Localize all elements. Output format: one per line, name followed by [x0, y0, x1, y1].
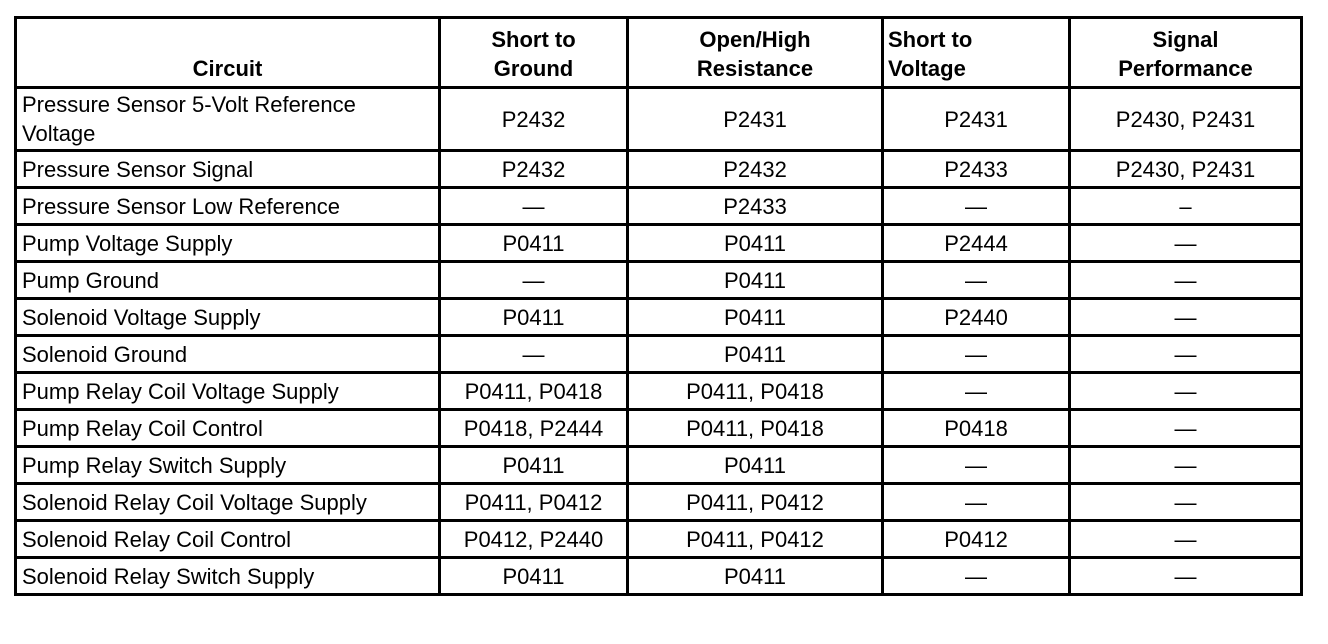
cell-short-to-voltage: —	[883, 558, 1070, 595]
cell-short-to-ground: P0418, P2444	[440, 410, 628, 447]
table-row	[16, 521, 1302, 558]
cell-circuit: Pump Relay Coil Control	[16, 410, 440, 447]
cell-signal-performance: P2430, P2431	[1070, 151, 1302, 188]
cell-short-to-voltage: —	[883, 336, 1070, 373]
cell-short-to-ground: —	[440, 188, 628, 225]
cell-signal-performance: —	[1070, 336, 1302, 373]
cell-signal-performance: —	[1070, 373, 1302, 410]
cell-short-to-ground: —	[440, 336, 628, 373]
cell-circuit: Solenoid Relay Coil Voltage Supply	[16, 484, 440, 521]
table-row	[16, 558, 1302, 595]
cell-short-to-ground: P0411	[440, 558, 628, 595]
cell-circuit: Pump Relay Switch Supply	[16, 447, 440, 484]
cell-short-to-ground: —	[440, 262, 628, 299]
cell-short-to-voltage: P2431	[883, 88, 1070, 151]
cell-circuit: Solenoid Relay Switch Supply	[16, 558, 440, 595]
cell-short-to-voltage: P2444	[883, 225, 1070, 262]
table-row	[16, 336, 1302, 373]
cell-short-to-voltage: —	[883, 447, 1070, 484]
table-body	[16, 88, 1302, 595]
cell-signal-performance: —	[1070, 225, 1302, 262]
table-row	[16, 410, 1302, 447]
cell-short-to-ground: P0411	[440, 299, 628, 336]
cell-short-to-ground: P0411	[440, 447, 628, 484]
cell-short-to-voltage: —	[883, 484, 1070, 521]
cell-signal-performance: —	[1070, 410, 1302, 447]
header-short-to-ground: Short to Ground	[440, 18, 628, 88]
cell-open-high-resistance: P0411	[628, 262, 883, 299]
header-circuit: Circuit	[16, 18, 440, 88]
cell-signal-performance: —	[1070, 299, 1302, 336]
cell-circuit: Pressure Sensor Low Reference	[16, 188, 440, 225]
cell-circuit: Pump Voltage Supply	[16, 225, 440, 262]
circuit-dtc-table	[14, 16, 1303, 596]
cell-signal-performance: —	[1070, 447, 1302, 484]
table-row	[16, 225, 1302, 262]
cell-signal-performance: P2430, P2431	[1070, 88, 1302, 151]
cell-open-high-resistance: P2433	[628, 188, 883, 225]
cell-open-high-resistance: P0411, P0418	[628, 373, 883, 410]
cell-open-high-resistance: P0411	[628, 558, 883, 595]
table-row	[16, 484, 1302, 521]
cell-circuit: Pump Ground	[16, 262, 440, 299]
header-short-to-voltage: Short to Voltage	[883, 18, 1070, 88]
cell-open-high-resistance: P2431	[628, 88, 883, 151]
cell-short-to-ground: P0412, P2440	[440, 521, 628, 558]
cell-short-to-ground: P2432	[440, 88, 628, 151]
cell-circuit: Pressure Sensor Signal	[16, 151, 440, 188]
cell-signal-performance: –	[1070, 188, 1302, 225]
cell-circuit: Pump Relay Coil Voltage Supply	[16, 373, 440, 410]
cell-short-to-ground: P0411, P0418	[440, 373, 628, 410]
cell-circuit: Pressure Sensor 5-Volt Reference Voltage	[16, 88, 440, 151]
table-row	[16, 188, 1302, 225]
cell-signal-performance: —	[1070, 262, 1302, 299]
cell-short-to-voltage: —	[883, 373, 1070, 410]
cell-open-high-resistance: P0411	[628, 225, 883, 262]
cell-open-high-resistance: P0411	[628, 336, 883, 373]
cell-short-to-voltage: —	[883, 188, 1070, 225]
table-row	[16, 262, 1302, 299]
table-row	[16, 373, 1302, 410]
cell-short-to-ground: P2432	[440, 151, 628, 188]
cell-short-to-ground: P0411, P0412	[440, 484, 628, 521]
cell-short-to-voltage: P2433	[883, 151, 1070, 188]
table-row	[16, 447, 1302, 484]
cell-short-to-voltage: P2440	[883, 299, 1070, 336]
cell-circuit: Solenoid Ground	[16, 336, 440, 373]
cell-open-high-resistance: P0411, P0418	[628, 410, 883, 447]
cell-short-to-voltage: —	[883, 262, 1070, 299]
cell-signal-performance: —	[1070, 558, 1302, 595]
header-signal-performance: Signal Performance	[1070, 18, 1302, 88]
cell-signal-performance: —	[1070, 521, 1302, 558]
cell-short-to-ground: P0411	[440, 225, 628, 262]
table-row	[16, 299, 1302, 336]
cell-short-to-voltage: P0418	[883, 410, 1070, 447]
cell-open-high-resistance: P0411, P0412	[628, 521, 883, 558]
cell-signal-performance: —	[1070, 484, 1302, 521]
cell-open-high-resistance: P0411	[628, 447, 883, 484]
cell-open-high-resistance: P2432	[628, 151, 883, 188]
cell-open-high-resistance: P0411, P0412	[628, 484, 883, 521]
table-header-row	[16, 18, 1302, 88]
table-row	[16, 88, 1302, 151]
cell-short-to-voltage: P0412	[883, 521, 1070, 558]
cell-circuit: Solenoid Relay Coil Control	[16, 521, 440, 558]
header-open-high-resistance: Open/High Resistance	[628, 18, 883, 88]
table-row	[16, 151, 1302, 188]
cell-open-high-resistance: P0411	[628, 299, 883, 336]
cell-circuit: Solenoid Voltage Supply	[16, 299, 440, 336]
